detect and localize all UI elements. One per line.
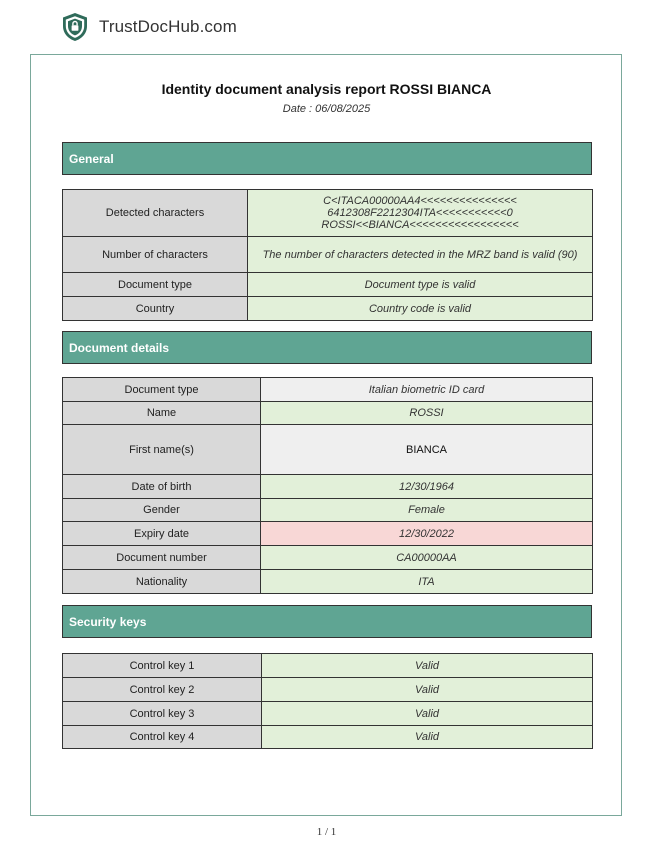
- mrz-line-3: ROSSI<<BIANCA<<<<<<<<<<<<<<<<<: [321, 219, 519, 231]
- row-value: Valid: [262, 702, 593, 726]
- table-row: [63, 297, 593, 321]
- table-row: [63, 499, 593, 522]
- report-date: Date : 06/08/2025: [282, 103, 371, 115]
- table-row: [63, 190, 593, 237]
- row-label: Expiry date: [63, 522, 261, 546]
- table-row: [63, 425, 593, 475]
- section-header-document-details: Document details: [62, 331, 592, 364]
- section-header-security-keys: Security keys: [62, 605, 592, 638]
- brand-header: [61, 11, 237, 43]
- row-label: Document type: [63, 273, 248, 297]
- row-label: Document type: [63, 378, 261, 402]
- row-label: Detected characters: [63, 190, 248, 237]
- row-label: Control key 1: [63, 654, 262, 678]
- table-row: [63, 546, 593, 570]
- row-label: Number of characters: [63, 237, 248, 273]
- shield-lock-icon: [61, 12, 89, 42]
- row-value: Valid: [262, 726, 593, 749]
- report-title: Identity document analysis report ROSSI BIANCA: [161, 81, 492, 97]
- row-value: 12/30/1964: [261, 475, 593, 499]
- general-table: [62, 189, 593, 321]
- row-value: Female: [261, 499, 593, 522]
- row-label: Nationality: [63, 570, 261, 594]
- table-row: [63, 378, 593, 402]
- row-value: The number of characters detected in the MRZ band is valid (90): [248, 237, 593, 273]
- row-label: Document number: [63, 546, 261, 570]
- table-row: [63, 237, 593, 273]
- row-value: Document type is valid: [248, 273, 593, 297]
- table-row: [63, 273, 593, 297]
- mrz-line-2: 6412308F2212304ITA<<<<<<<<<<<0: [327, 207, 513, 219]
- brand-name: TrustDocHub.com: [99, 17, 237, 36]
- mrz-line-1: C<ITACA00000AA4<<<<<<<<<<<<<<<: [323, 195, 517, 207]
- table-row: [63, 654, 593, 678]
- row-label: Name: [63, 402, 261, 425]
- table-row: [63, 402, 593, 425]
- table-row: [63, 678, 593, 702]
- table-row: [63, 726, 593, 749]
- row-label: Control key 3: [63, 702, 262, 726]
- row-value: Valid: [262, 678, 593, 702]
- security-keys-table: [62, 653, 593, 749]
- table-row: [63, 570, 593, 594]
- row-value: Italian biometric ID card: [261, 378, 593, 402]
- table-row: [63, 702, 593, 726]
- row-label: Country: [63, 297, 248, 321]
- table-row: [63, 522, 593, 546]
- row-label: First name(s): [63, 425, 261, 475]
- table-row: [63, 475, 593, 499]
- section-header-general: General: [62, 142, 592, 175]
- row-label: Date of birth: [63, 475, 261, 499]
- row-label: Control key 2: [63, 678, 262, 702]
- row-value: ROSSI: [261, 402, 593, 425]
- row-value: Country code is valid: [248, 297, 593, 321]
- page-number: 1 / 1: [316, 826, 337, 838]
- row-value: ITA: [261, 570, 593, 594]
- row-value: BIANCA: [261, 425, 593, 475]
- row-label: Gender: [63, 499, 261, 522]
- document-details-table: [62, 377, 593, 594]
- row-value: Valid: [262, 654, 593, 678]
- mrz-value: [248, 190, 593, 237]
- row-value: CA00000AA: [261, 546, 593, 570]
- row-value-expired: 12/30/2022: [261, 522, 593, 546]
- row-label: Control key 4: [63, 726, 262, 749]
